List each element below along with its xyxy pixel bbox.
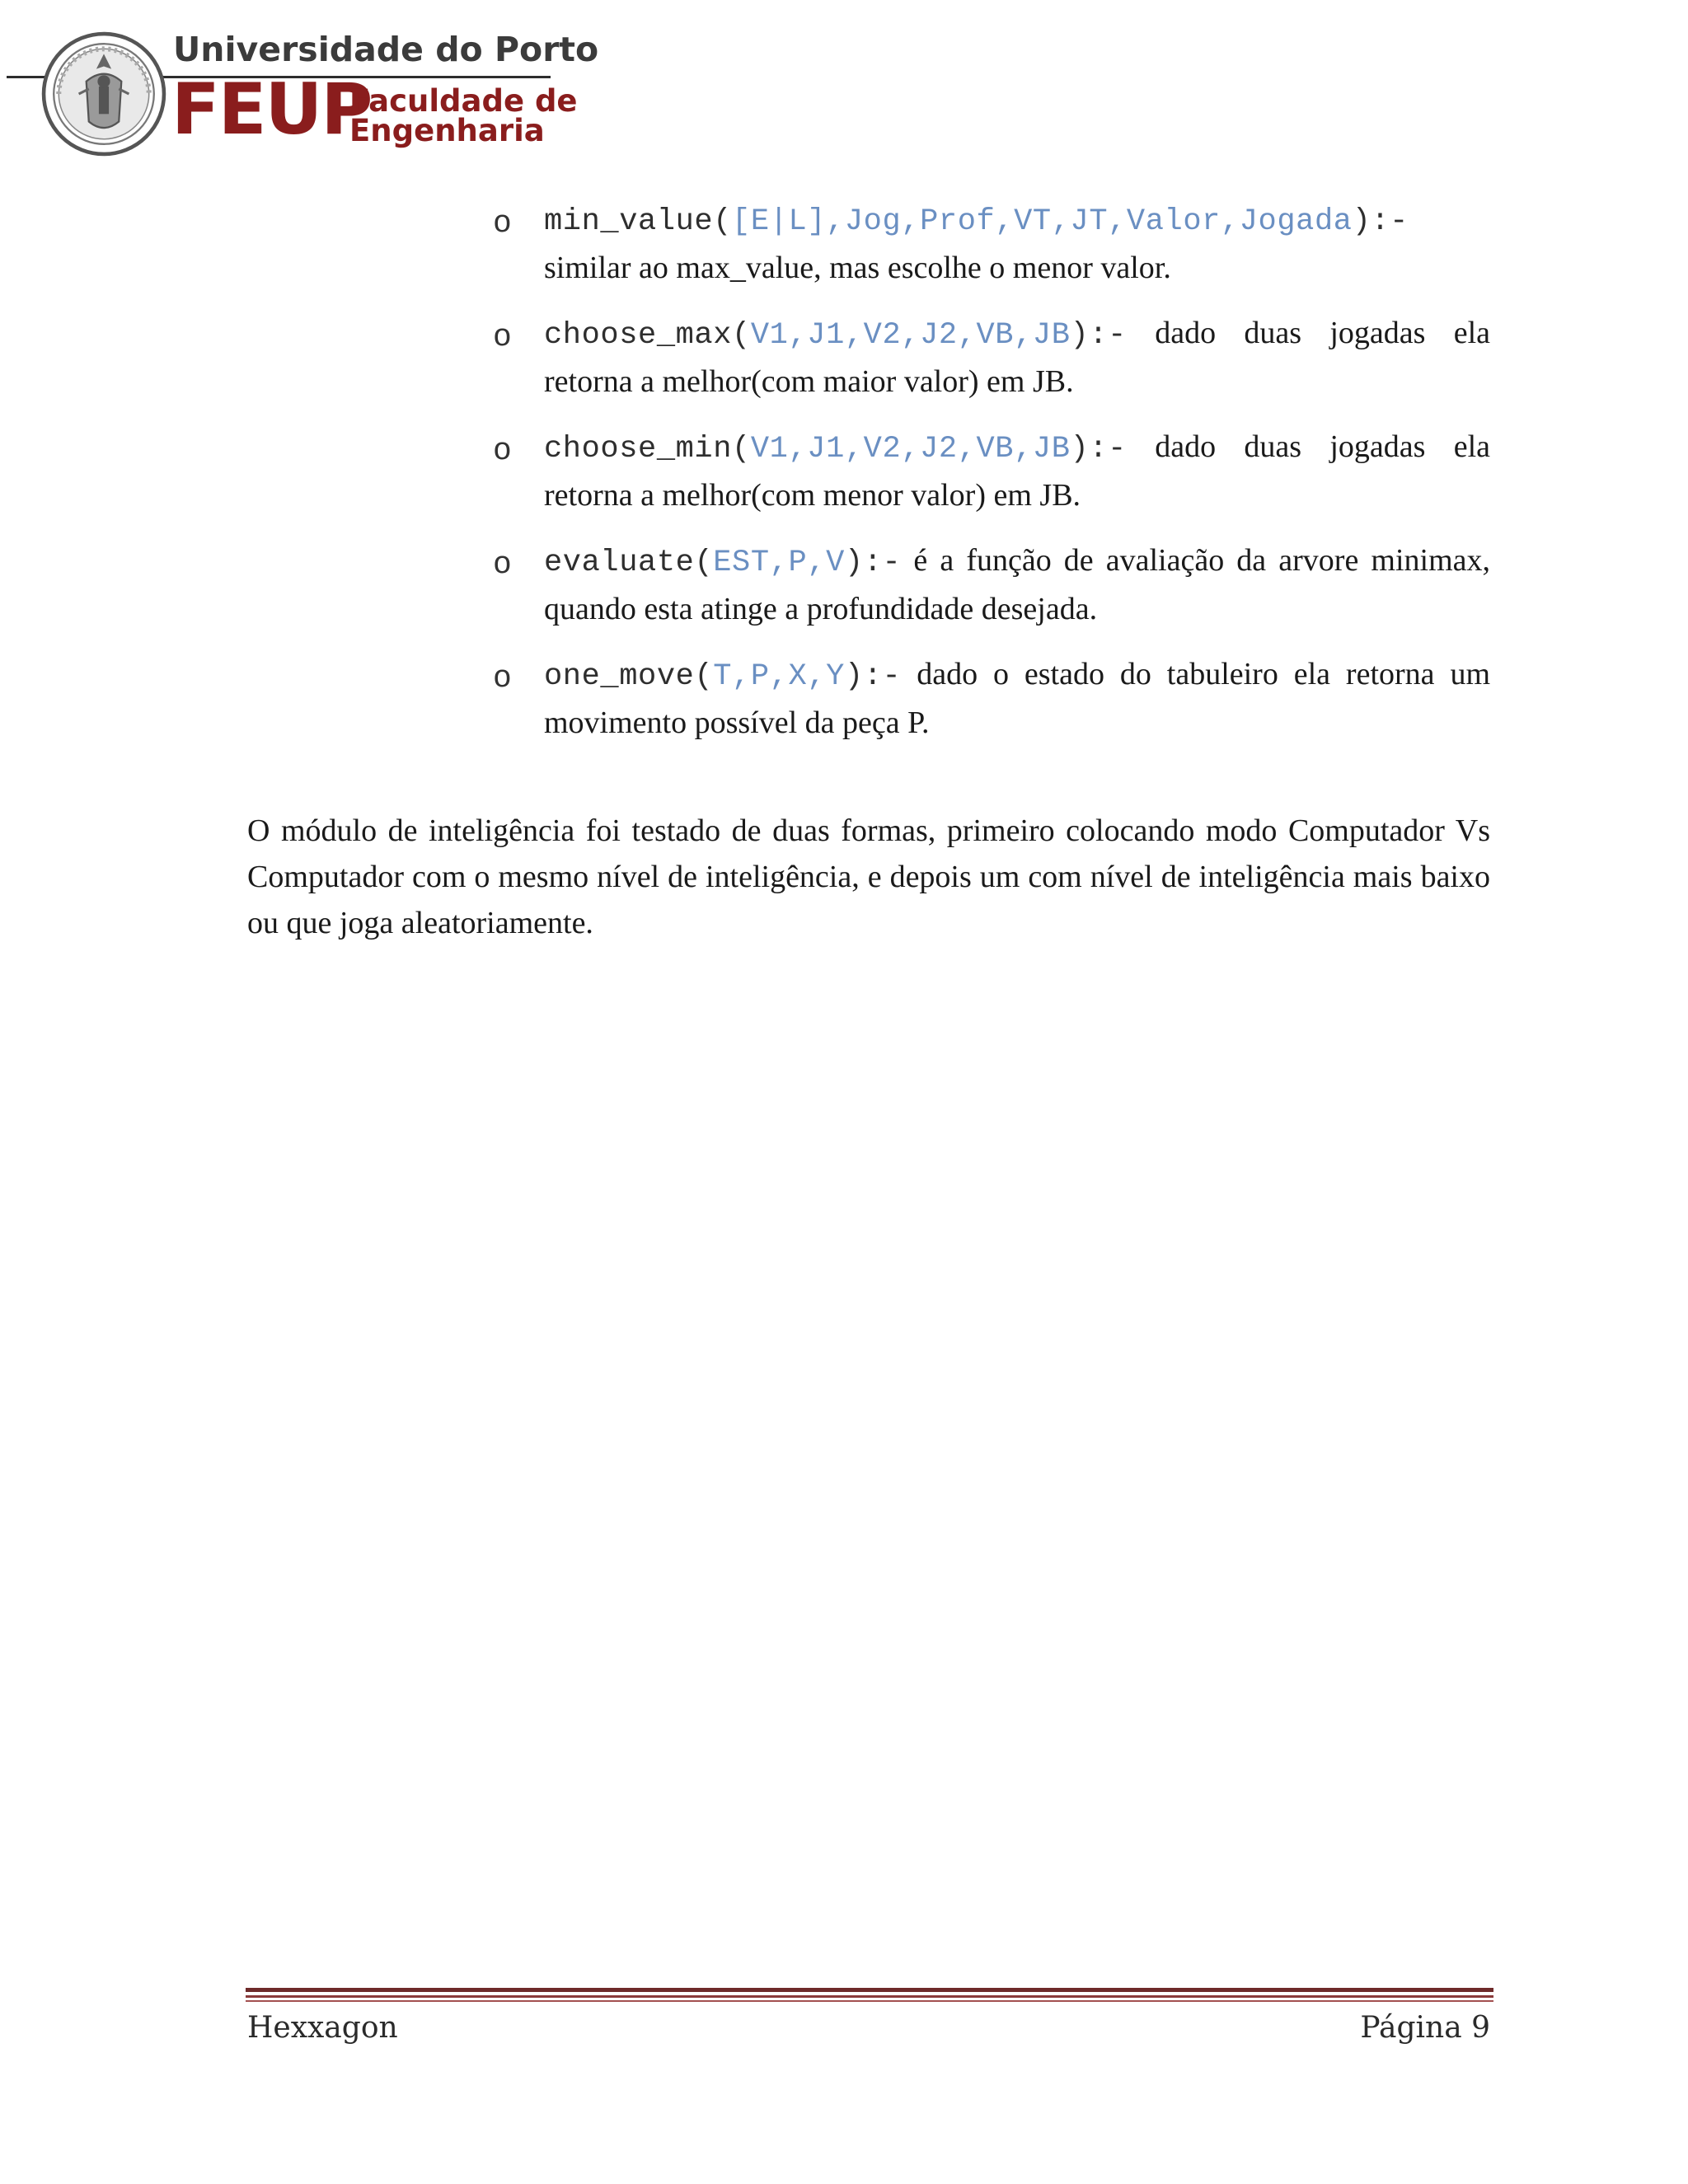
list-item-text: [544, 651, 1490, 746]
list-item-text: [544, 196, 1490, 291]
list-item: [493, 424, 1490, 518]
predicate-separator: ):-: [1070, 432, 1127, 466]
predicate-signature: one_move(T,P,X,Y):-: [544, 659, 902, 694]
predicate-separator: ):-: [844, 546, 902, 580]
predicate-separator: ):-: [1070, 318, 1127, 353]
predicate-separator: ):-: [1352, 204, 1409, 239]
faculty-name-line2: Engenharia: [349, 113, 545, 148]
predicate-name: min_value: [544, 204, 714, 239]
list-item: [493, 537, 1490, 632]
predicate-name: choose_max: [544, 318, 733, 353]
predicate-description: é a função de avaliação da arvore minimax, quando esta atinge a profundidade desejada.: [544, 543, 1490, 626]
list-item: [493, 196, 1490, 291]
faculty-name-line1: Faculdade de: [349, 83, 578, 119]
footer-document-title: Hexxagon: [247, 2011, 398, 2045]
document-header: [0, 0, 599, 165]
list-item-text: [544, 537, 1490, 632]
predicate-name: evaluate: [544, 546, 695, 580]
predicate-args: T,P,X,Y: [713, 659, 845, 694]
predicate-description: dado duas jogadas ela retorna a melhor(com maior valor) em JB.: [544, 316, 1490, 399]
footer-rule: [246, 2000, 1493, 2002]
predicate-description: dado o estado do tabuleiro ela retorna um movimento possível da peça P.: [544, 657, 1490, 740]
university-name: Universidade do Porto: [173, 30, 599, 69]
predicate-args: EST,P,V: [713, 546, 845, 580]
bullet-marker: o: [493, 434, 512, 469]
university-seal-icon: [41, 31, 166, 157]
predicate-signature: min_value([E|L],Jog,Prof,VT,JT,Valor,Jogada):-: [544, 204, 1409, 239]
body-paragraph: O módulo de inteligência foi testado de duas formas, primeiro colocando modo Computador Vs Computador com o mesmo nível de inteligência, e depois um com nível de inteligência mais baixo ou que joga aleatoriamente.: [247, 813, 1490, 940]
predicate-args: [E|L],Jog,Prof,VT,JT,Valor,Jogada: [732, 204, 1353, 239]
footer-rule: [246, 1988, 1493, 1992]
list-item: [493, 651, 1490, 746]
bullet-marker: o: [493, 320, 512, 355]
predicate-signature: choose_min(V1,J1,V2,J2,VB,JB):-: [544, 432, 1127, 466]
predicate-description: similar ao max_value, mas escolhe o menor valor.: [544, 251, 1171, 285]
predicate-args: V1,J1,V2,J2,VB,JB: [750, 432, 1071, 466]
predicate-signature: choose_max(V1,J1,V2,J2,VB,JB):-: [544, 318, 1127, 353]
predicate-description: dado duas jogadas ela retorna a melhor(com menor valor) em JB.: [544, 429, 1490, 513]
bullet-marker: o: [493, 661, 512, 696]
predicate-separator: ):-: [844, 659, 902, 694]
predicate-name: choose_min: [544, 432, 733, 466]
list-item-text: [544, 424, 1490, 518]
footer-rule: [246, 1995, 1493, 1998]
predicate-name: one_move: [544, 659, 695, 694]
list-item: [493, 310, 1490, 405]
predicate-args: V1,J1,V2,J2,VB,JB: [750, 318, 1071, 353]
predicate-signature: evaluate(EST,P,V):-: [544, 546, 902, 580]
predicate-list: [493, 196, 1490, 765]
list-item-text: [544, 310, 1490, 405]
faculty-acronym: FEUP: [171, 68, 372, 151]
footer-page-number: Página 9: [1360, 2011, 1490, 2045]
bullet-marker: o: [493, 206, 512, 241]
bullet-marker: o: [493, 547, 512, 583]
